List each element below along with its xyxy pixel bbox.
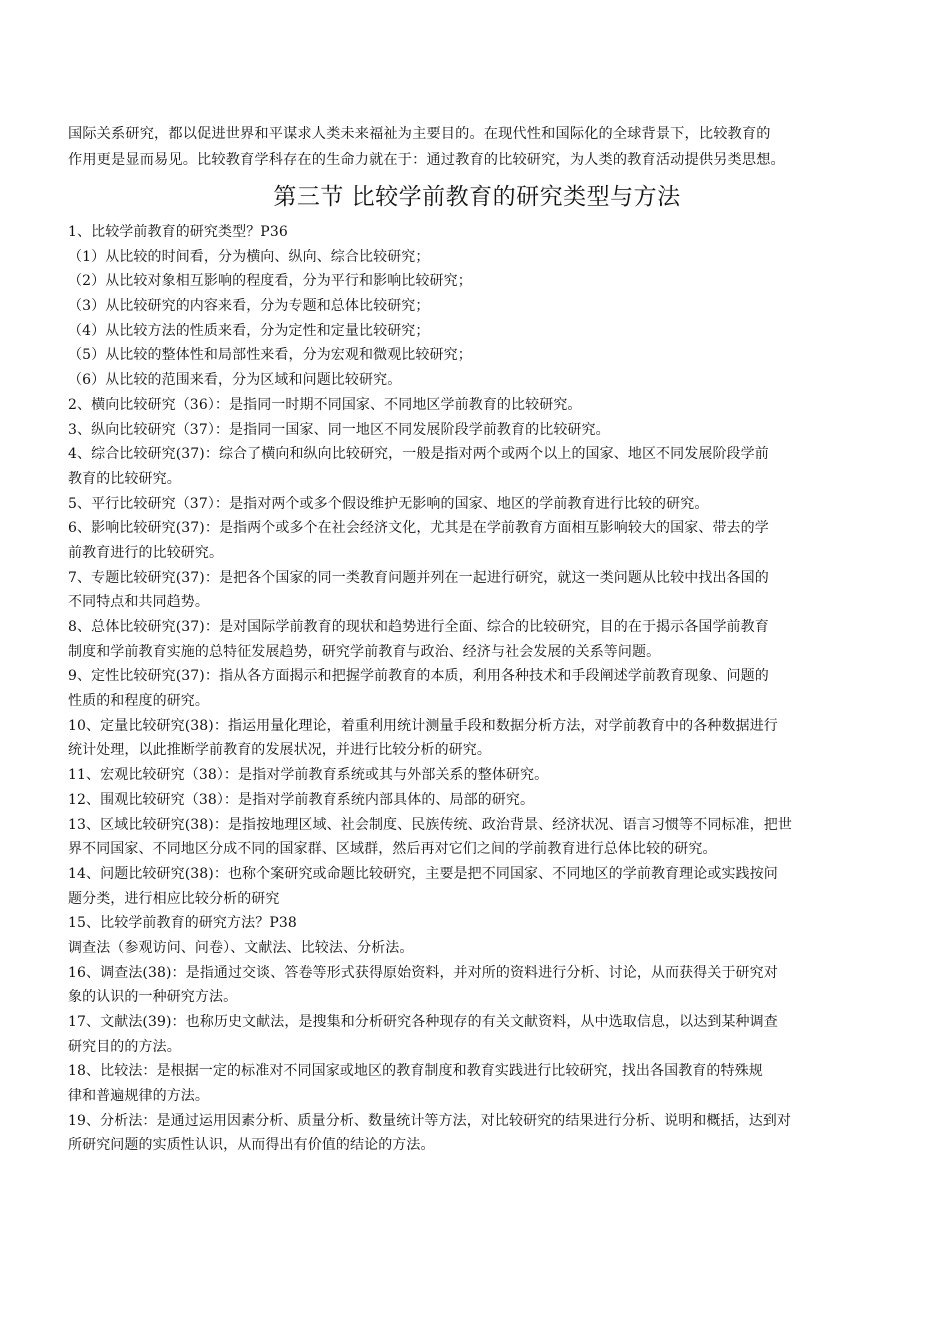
intro-paragraph: [68, 121, 886, 173]
text-line: 19、分析法：是通过运用因素分析、质量分析、数量统计等方法，对比较研究的结果进行分析、说明和概括，达到对: [68, 1112, 792, 1129]
text-line: 前教育进行的比较研究。: [68, 544, 224, 561]
text-line: 象的认识的一种研究方法。: [68, 989, 238, 1006]
text-line: 15、比较学前教育的研究方法？P38: [68, 915, 297, 932]
document-page: [68, 121, 886, 1158]
text-line: 研究目的的方法。: [68, 1038, 181, 1055]
text-line: 3、纵向比较研究（37）：是指同一国家、同一地区不同发展阶段学前教育的比较研究。: [68, 421, 610, 438]
text-line: 17、文献法(39)：也称历史文献法，是搜集和分析研究各种现存的有关文献资料，从中选取信息，以达到某种调查: [68, 1014, 778, 1030]
text-line: 16、调查法(38)：是指通过交谈、答卷等形式获得原始资料，并对所的资料进行分析、讨论，从而获得关于研究对: [68, 964, 778, 981]
text-line: 14、问题比较研究(38)：也称个案研究或命题比较研究，主要是把不同国家、不同地区的学前教育理论或实践按问: [68, 865, 778, 882]
text-line: 律和普遍规律的方法。: [68, 1088, 209, 1105]
text-line: 12、围观比较研究（38）：是指对学前教育系统内部具体的、局部的研究。: [68, 791, 535, 808]
text-line: 18、比较法：是根据一定的标准对不同国家或地区的教育制度和教育实践进行比较研究，找出各国教育的特殊规: [68, 1063, 763, 1080]
text-line: 13、区域比较研究(38)：是指按地理区域、社会制度、民族传统、政治背景、经济状况、语言习惯等不同标准，把世: [68, 816, 792, 833]
text-line: 界不同国家、不同地区分成不同的国家群、区域群，然后再对它们之间的学前教育进行总体比较的研究。: [68, 841, 717, 858]
text-line: 10、定量比较研究(38)：指运用量化理论，着重利用统计测量手段和数据分析方法，对学前教育中的各种数据进行: [68, 717, 778, 734]
text-line: 5、平行比较研究（37）：是指对两个或多个假设维护无影响的国家、地区的学前教育进行比较的研究。: [68, 495, 709, 512]
intro-line: 作用更是显而易见。比较教育学科存在的生命力就在于：通过教育的比较研究，为人类的教育活动提供另类思想。: [68, 152, 785, 168]
text-line: 调查法（参观访问、问卷）、文献法、比较法、分析法。: [68, 939, 414, 956]
text-line: 不同特点和共同趋势。: [68, 594, 209, 611]
section-title: 第三节 比较学前教育的研究类型与方法: [273, 184, 681, 210]
intro-line: 国际关系研究，都以促进世界和平谋求人类未来福祉为主要目的。在现代性和国际化的全球背景下，比较教育的: [68, 126, 771, 142]
body-text: [68, 220, 886, 1158]
text-line: 8、总体比较研究(37)：是对国际学前教育的现状和趋势进行全面、综合的比较研究，目的在于揭示各国学前教育: [68, 619, 769, 635]
text-line: 所研究问题的实质性认识，从而得出有价值的结论的方法。: [68, 1137, 435, 1154]
text-line: （3）从比较研究的内容来看，分为专题和总体比较研究；: [68, 298, 430, 315]
text-line: 7、专题比较研究(37)：是把各个国家的同一类教育问题并列在一起进行研究，就这一类问题从比较中找出各国的: [68, 569, 769, 586]
text-line: 题分类，进行相应比较分析的研究: [68, 890, 280, 907]
text-line: 1、比较学前教育的研究类型？P36: [68, 224, 288, 240]
text-line: 教育的比较研究。: [68, 470, 181, 487]
text-line: 性质的和程度的研究。: [68, 693, 209, 710]
text-line: （6）从比较的范围来看，分为区域和问题比较研究。: [68, 372, 402, 389]
text-line: （2）从比较对象相互影响的程度看，分为平行和影响比较研究；: [68, 273, 472, 290]
text-line: 4、综合比较研究(37)：综合了横向和纵向比较研究，一般是指对两个或两个以上的国家、地区不同发展阶段学前: [68, 446, 769, 463]
text-line: 2、横向比较研究（36）：是指同一时期不同国家、不同地区学前教育的比较研究。: [68, 396, 582, 413]
text-line: 制度和学前教育实施的总特征发展趋势，研究学前教育与政治、经济与社会发展的关系等问题。: [68, 643, 661, 660]
text-line: 统计处理，以此推断学前教育的发展状况，并进行比较分析的研究。: [68, 742, 491, 759]
text-line: （1）从比较的时间看，分为横向、纵向、综合比较研究；: [68, 248, 430, 265]
text-line: 9、定性比较研究(37)：指从各方面揭示和把握学前教育的本质，利用各种技术和手段阐述学前教育现象、问题的: [68, 668, 769, 685]
text-line: 11、宏观比较研究（38）：是指对学前教育系统或其与外部关系的整体研究。: [68, 767, 549, 784]
text-line: 6、影响比较研究(37)：是指两个或多个在社会经济文化，尤其是在学前教育方面相互影响较大的国家、带去的学: [68, 520, 769, 537]
text-line: （5）从比较的整体性和局部性来看，分为宏观和微观比较研究；: [68, 347, 472, 364]
text-line: （4）从比较方法的性质来看，分为定性和定量比较研究；: [68, 322, 430, 339]
